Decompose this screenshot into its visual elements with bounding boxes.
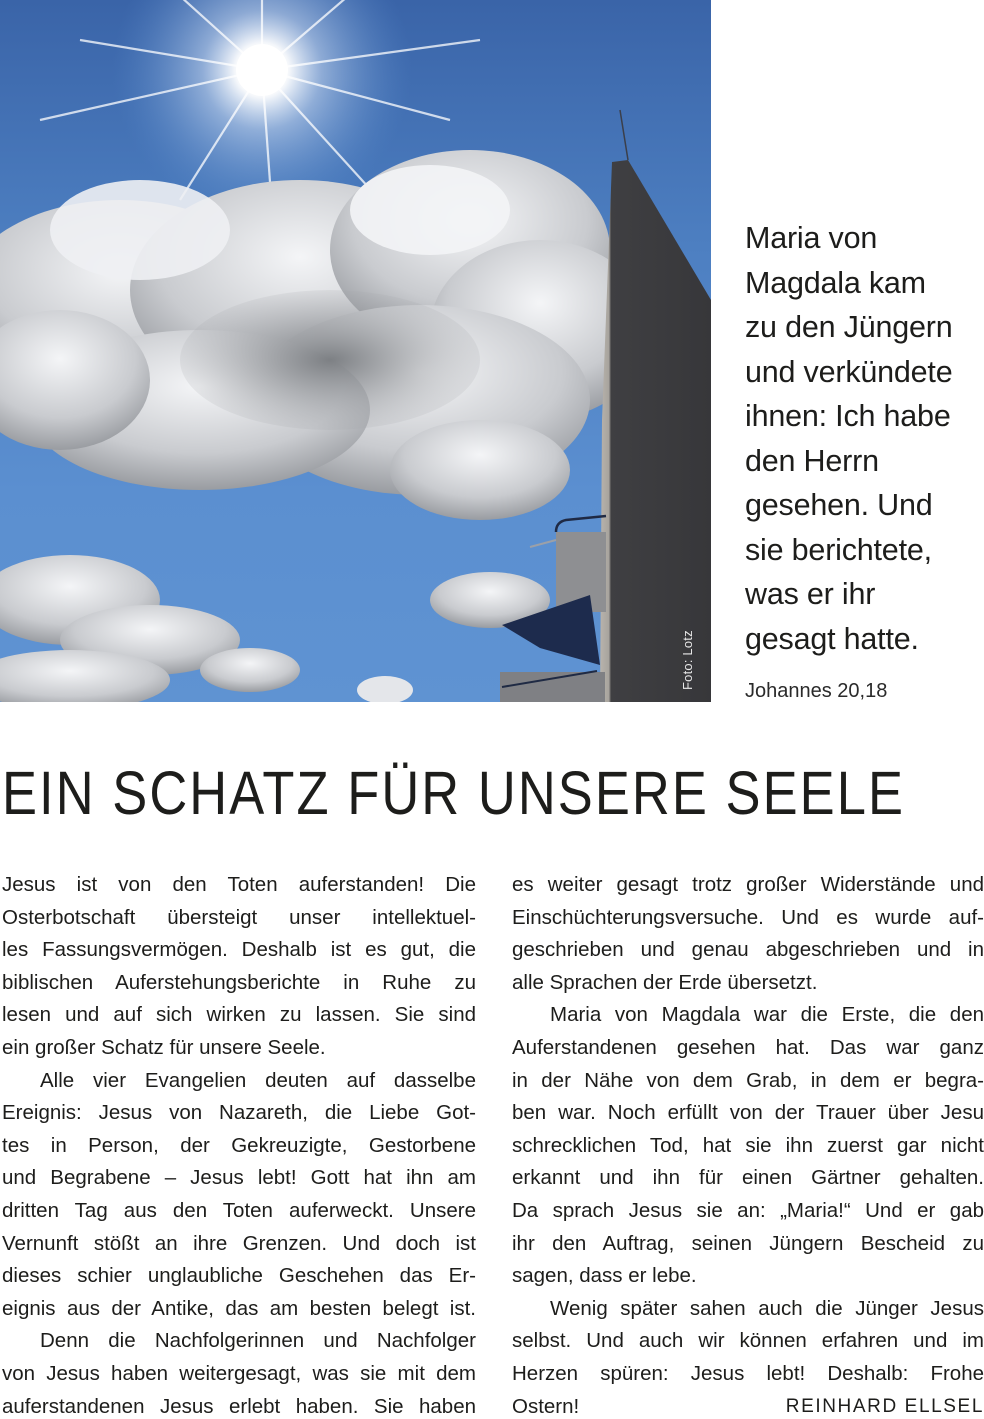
cloud-lower-left <box>0 555 550 702</box>
quote-line: sie berichtete, <box>745 532 932 567</box>
sky-sun-tower-illustration <box>0 0 711 702</box>
text-line: les Fassungsvermögen. Deshalb ist es gut, die <box>2 938 476 962</box>
text-line: sagen, dass er lebe. <box>512 1264 697 1288</box>
text-line: Einschüchterungsversuche. Und es wurde auf- <box>512 905 984 929</box>
text-line: Maria von Magdala war die Erste, die den <box>550 1003 984 1027</box>
quote-line: Maria von <box>745 221 878 255</box>
text-line: Osterbotschaft übersteigt unser intellektuel- <box>2 905 476 929</box>
cloud-main <box>0 150 650 520</box>
text-line: dritten Tag aus den Toten auferweckt. Unsere <box>2 1198 476 1222</box>
article-column-right <box>512 869 984 1419</box>
text-line: biblischen Auferstehungsberichte in Ruhe zu <box>2 970 476 994</box>
quote-reference: Johannes 20,18 <box>745 680 888 702</box>
text-line: Ereignis: Jesus von Nazareth, die Liebe Got- <box>2 1101 476 1125</box>
text-line: tes in Person, der Gekreuzigte, Gestorbene <box>2 1133 476 1157</box>
quote-line: Magdala kam <box>745 265 926 300</box>
article-headline: EIN SCHATZ FÜR UNSERE SEELE <box>2 759 906 827</box>
text-line: Herzen spüren: Jesus lebt! Deshalb: Frohe <box>512 1361 984 1385</box>
closing-line <box>512 1391 984 1419</box>
quote-line: was er ihr <box>745 577 876 611</box>
text-line: Vernunft stößt an ihre Grenzen. Und doch ist <box>2 1231 476 1255</box>
text-line: Auferstandenen gesehen hat. Das war ganz <box>512 1035 984 1059</box>
text-line: Alle vier Evangelien deuten auf dasselbe <box>40 1068 476 1092</box>
text-line: lesen und auf sich wirken zu lassen. Sie sind <box>2 1003 476 1027</box>
text-line: erkannt und ihn für einen Gärtner gehalten. <box>512 1166 984 1190</box>
text-line: von Jesus haben weitergesagt, was sie mit dem <box>2 1361 476 1385</box>
quote-line: gesehen. Und <box>745 488 933 522</box>
text-line: Jesus ist von den Toten auferstanden! Die <box>2 873 476 896</box>
text-line: dieses schier unglaubliche Geschehen das Er- <box>2 1264 476 1288</box>
text-line: auferstandenen Jesus erlebt haben. Sie haben <box>2 1394 476 1418</box>
article-column-left <box>2 869 476 1419</box>
closing-text: Ostern! <box>512 1394 580 1418</box>
text-line: ihr den Auftrag, seinen Jüngern Bescheid zu <box>512 1231 984 1255</box>
text-line: Wenig später sahen auch die Jünger Jesus <box>550 1296 984 1320</box>
text-line: Denn die Nachfolgerinnen und Nachfolger <box>40 1329 476 1353</box>
quote-line: den Herrn <box>745 443 879 478</box>
header-photo <box>0 0 711 702</box>
bible-quote <box>745 216 980 661</box>
quote-line: und verkündete <box>745 354 953 389</box>
text-line: und Begrabene – Jesus lebt! Gott hat ihn am <box>2 1166 476 1190</box>
text-line: eignis aus der Antike, das am besten belegt ist. <box>2 1296 476 1320</box>
quote-line: ihnen: Ich habe <box>745 399 951 433</box>
sun <box>236 44 288 96</box>
quote-line: gesagt hatte. <box>745 621 919 656</box>
quote-line: zu den Jüngern <box>745 310 953 344</box>
text-line: ben war. Noch erfüllt von der Trauer über Jesu <box>512 1101 984 1125</box>
author-signature: REINHARD ELLSEL <box>785 1395 984 1417</box>
text-line: Da sprach Jesus sie an: „Maria!“ Und er gab <box>512 1198 984 1222</box>
photo-credit: Foto: Lotz <box>680 630 695 690</box>
text-line: alle Sprachen der Erde übersetzt. <box>512 970 818 994</box>
text-line: es weiter gesagt trotz großer Widerstände und <box>512 873 984 896</box>
text-line: in der Nähe von dem Grab, in dem er begra- <box>512 1068 984 1092</box>
text-line: ein großer Schatz für unsere Seele. <box>2 1035 326 1059</box>
text-line: geschrieben und genau abgeschrieben und in <box>512 938 984 962</box>
text-line: selbst. Und auch wir können erfahren und im <box>512 1329 984 1353</box>
text-line: schrecklichen Tod, hat sie ihn zuerst gar nicht <box>512 1133 984 1157</box>
